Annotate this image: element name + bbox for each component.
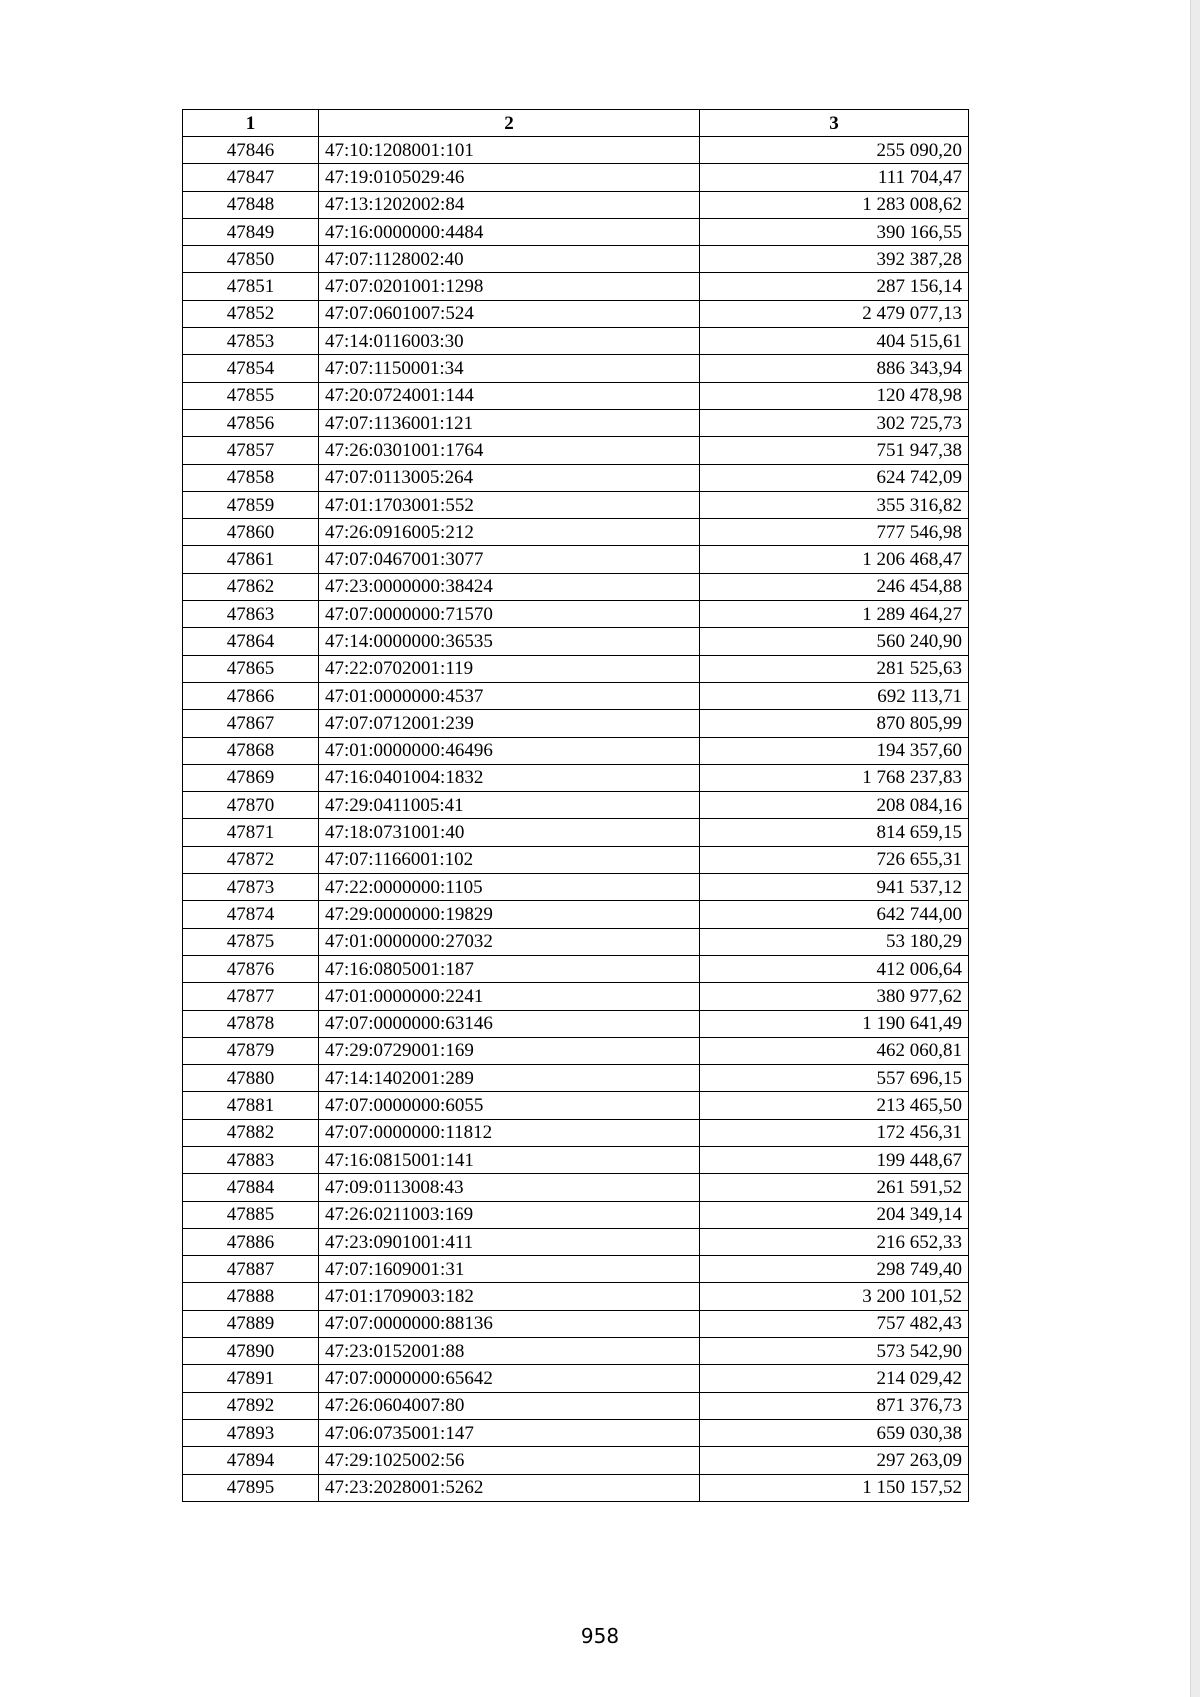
table-row bbox=[183, 1474, 969, 1501]
value-cell: 814 659,15 bbox=[700, 819, 969, 846]
column-header-3: 3 bbox=[700, 110, 969, 137]
cadastral-number-cell: 47:29:1025002:56 bbox=[319, 1447, 700, 1474]
cadastral-number-cell: 47:07:0601007:524 bbox=[319, 300, 700, 327]
cadastral-number-cell: 47:19:0105029:46 bbox=[319, 164, 700, 191]
value-cell: 557 696,15 bbox=[700, 1065, 969, 1092]
value-cell: 297 263,09 bbox=[700, 1447, 969, 1474]
table-row bbox=[183, 137, 969, 164]
cadastral-number-cell: 47:16:0000000:4484 bbox=[319, 218, 700, 245]
table-row bbox=[183, 1065, 969, 1092]
row-number-cell: 47852 bbox=[183, 300, 319, 327]
row-number-cell: 47875 bbox=[183, 928, 319, 955]
row-number-cell: 47861 bbox=[183, 546, 319, 573]
data-table bbox=[182, 109, 969, 1502]
value-cell: 1 206 468,47 bbox=[700, 546, 969, 573]
cadastral-number-cell: 47:29:0411005:41 bbox=[319, 792, 700, 819]
value-cell: 751 947,38 bbox=[700, 437, 969, 464]
value-cell: 390 166,55 bbox=[700, 218, 969, 245]
cadastral-number-cell: 47:22:0000000:1105 bbox=[319, 874, 700, 901]
row-number-cell: 47854 bbox=[183, 355, 319, 382]
table-body bbox=[183, 137, 969, 1502]
cadastral-number-cell: 47:23:2028001:5262 bbox=[319, 1474, 700, 1501]
cadastral-number-cell: 47:07:1166001:102 bbox=[319, 846, 700, 873]
table-row bbox=[183, 437, 969, 464]
row-number-cell: 47886 bbox=[183, 1228, 319, 1255]
table-row bbox=[183, 218, 969, 245]
column-header-1: 1 bbox=[183, 110, 319, 137]
cadastral-number-cell: 47:01:0000000:4537 bbox=[319, 682, 700, 709]
cadastral-number-cell: 47:13:1202002:84 bbox=[319, 191, 700, 218]
value-cell: 560 240,90 bbox=[700, 628, 969, 655]
row-number-cell: 47853 bbox=[183, 328, 319, 355]
table-row bbox=[183, 246, 969, 273]
table-row bbox=[183, 1092, 969, 1119]
value-cell: 380 977,62 bbox=[700, 983, 969, 1010]
value-cell: 216 652,33 bbox=[700, 1228, 969, 1255]
row-number-cell: 47885 bbox=[183, 1201, 319, 1228]
value-cell: 111 704,47 bbox=[700, 164, 969, 191]
value-cell: 255 090,20 bbox=[700, 137, 969, 164]
row-number-cell: 47889 bbox=[183, 1310, 319, 1337]
row-number-cell: 47877 bbox=[183, 983, 319, 1010]
row-number-cell: 47859 bbox=[183, 491, 319, 518]
table-row bbox=[183, 464, 969, 491]
row-number-cell: 47848 bbox=[183, 191, 319, 218]
table-row bbox=[183, 1392, 969, 1419]
table-row bbox=[183, 1283, 969, 1310]
row-number-cell: 47869 bbox=[183, 764, 319, 791]
table-row bbox=[183, 1338, 969, 1365]
row-number-cell: 47892 bbox=[183, 1392, 319, 1419]
row-number-cell: 47895 bbox=[183, 1474, 319, 1501]
table-row bbox=[183, 519, 969, 546]
row-number-cell: 47873 bbox=[183, 874, 319, 901]
cadastral-number-cell: 47:06:0735001:147 bbox=[319, 1419, 700, 1446]
row-number-cell: 47862 bbox=[183, 573, 319, 600]
value-cell: 659 030,38 bbox=[700, 1419, 969, 1446]
cadastral-number-cell: 47:23:0000000:38424 bbox=[319, 573, 700, 600]
page-edge-shadow bbox=[1190, 0, 1200, 1697]
table-row bbox=[183, 846, 969, 873]
table-row bbox=[183, 409, 969, 436]
row-number-cell: 47879 bbox=[183, 1037, 319, 1064]
value-cell: 1 150 157,52 bbox=[700, 1474, 969, 1501]
cadastral-number-cell: 47:14:0000000:36535 bbox=[319, 628, 700, 655]
value-cell: 886 343,94 bbox=[700, 355, 969, 382]
value-cell: 213 465,50 bbox=[700, 1092, 969, 1119]
cadastral-number-cell: 47:07:0000000:88136 bbox=[319, 1310, 700, 1337]
row-number-cell: 47857 bbox=[183, 437, 319, 464]
cadastral-number-cell: 47:07:0113005:264 bbox=[319, 464, 700, 491]
cadastral-number-cell: 47:01:0000000:2241 bbox=[319, 983, 700, 1010]
table-row bbox=[183, 955, 969, 982]
value-cell: 281 525,63 bbox=[700, 655, 969, 682]
value-cell: 355 316,82 bbox=[700, 491, 969, 518]
row-number-cell: 47871 bbox=[183, 819, 319, 846]
table-row bbox=[183, 737, 969, 764]
row-number-cell: 47847 bbox=[183, 164, 319, 191]
table-row bbox=[183, 1447, 969, 1474]
cadastral-number-cell: 47:20:0724001:144 bbox=[319, 382, 700, 409]
cadastral-number-cell: 47:01:1703001:552 bbox=[319, 491, 700, 518]
table-row bbox=[183, 1146, 969, 1173]
value-cell: 573 542,90 bbox=[700, 1338, 969, 1365]
table-row bbox=[183, 1256, 969, 1283]
value-cell: 1 190 641,49 bbox=[700, 1010, 969, 1037]
table-row bbox=[183, 1174, 969, 1201]
row-number-cell: 47887 bbox=[183, 1256, 319, 1283]
value-cell: 624 742,09 bbox=[700, 464, 969, 491]
value-cell: 208 084,16 bbox=[700, 792, 969, 819]
value-cell: 302 725,73 bbox=[700, 409, 969, 436]
cadastral-number-cell: 47:07:0000000:65642 bbox=[319, 1365, 700, 1392]
value-cell: 298 749,40 bbox=[700, 1256, 969, 1283]
row-number-cell: 47846 bbox=[183, 137, 319, 164]
row-number-cell: 47856 bbox=[183, 409, 319, 436]
row-number-cell: 47851 bbox=[183, 273, 319, 300]
table-row bbox=[183, 901, 969, 928]
table-row bbox=[183, 682, 969, 709]
row-number-cell: 47894 bbox=[183, 1447, 319, 1474]
column-header-2: 2 bbox=[319, 110, 700, 137]
value-cell: 214 029,42 bbox=[700, 1365, 969, 1392]
table-row bbox=[183, 928, 969, 955]
value-cell: 1 289 464,27 bbox=[700, 601, 969, 628]
row-number-cell: 47890 bbox=[183, 1338, 319, 1365]
cadastral-number-cell: 47:16:0401004:1832 bbox=[319, 764, 700, 791]
value-cell: 246 454,88 bbox=[700, 573, 969, 600]
cadastral-number-cell: 47:07:0000000:6055 bbox=[319, 1092, 700, 1119]
table-row bbox=[183, 983, 969, 1010]
row-number-cell: 47888 bbox=[183, 1283, 319, 1310]
row-number-cell: 47872 bbox=[183, 846, 319, 873]
value-cell: 871 376,73 bbox=[700, 1392, 969, 1419]
cadastral-number-cell: 47:07:0201001:1298 bbox=[319, 273, 700, 300]
row-number-cell: 47878 bbox=[183, 1010, 319, 1037]
cadastral-number-cell: 47:01:1709003:182 bbox=[319, 1283, 700, 1310]
table-row bbox=[183, 764, 969, 791]
value-cell: 941 537,12 bbox=[700, 874, 969, 901]
table-row bbox=[183, 1419, 969, 1446]
cadastral-number-cell: 47:01:0000000:27032 bbox=[319, 928, 700, 955]
table-row bbox=[183, 328, 969, 355]
table-row bbox=[183, 601, 969, 628]
row-number-cell: 47868 bbox=[183, 737, 319, 764]
row-number-cell: 47864 bbox=[183, 628, 319, 655]
table-header-row bbox=[183, 110, 969, 137]
cadastral-number-cell: 47:09:0113008:43 bbox=[319, 1174, 700, 1201]
row-number-cell: 47855 bbox=[183, 382, 319, 409]
value-cell: 53 180,29 bbox=[700, 928, 969, 955]
value-cell: 204 349,14 bbox=[700, 1201, 969, 1228]
row-number-cell: 47858 bbox=[183, 464, 319, 491]
table-row bbox=[183, 1010, 969, 1037]
table-row bbox=[183, 710, 969, 737]
value-cell: 392 387,28 bbox=[700, 246, 969, 273]
table-row bbox=[183, 382, 969, 409]
cadastral-number-cell: 47:07:0000000:63146 bbox=[319, 1010, 700, 1037]
cadastral-number-cell: 47:07:0000000:71570 bbox=[319, 601, 700, 628]
row-number-cell: 47880 bbox=[183, 1065, 319, 1092]
row-number-cell: 47867 bbox=[183, 710, 319, 737]
row-number-cell: 47876 bbox=[183, 955, 319, 982]
value-cell: 642 744,00 bbox=[700, 901, 969, 928]
cadastral-number-cell: 47:22:0702001:119 bbox=[319, 655, 700, 682]
value-cell: 287 156,14 bbox=[700, 273, 969, 300]
value-cell: 120 478,98 bbox=[700, 382, 969, 409]
cadastral-number-cell: 47:26:0916005:212 bbox=[319, 519, 700, 546]
row-number-cell: 47865 bbox=[183, 655, 319, 682]
cadastral-number-cell: 47:23:0152001:88 bbox=[319, 1338, 700, 1365]
value-cell: 726 655,31 bbox=[700, 846, 969, 873]
table-row bbox=[183, 874, 969, 901]
value-cell: 412 006,64 bbox=[700, 955, 969, 982]
row-number-cell: 47849 bbox=[183, 218, 319, 245]
table-row bbox=[183, 655, 969, 682]
table-row bbox=[183, 792, 969, 819]
cadastral-number-cell: 47:29:0729001:169 bbox=[319, 1037, 700, 1064]
cadastral-number-cell: 47:14:0116003:30 bbox=[319, 328, 700, 355]
value-cell: 870 805,99 bbox=[700, 710, 969, 737]
row-number-cell: 47870 bbox=[183, 792, 319, 819]
row-number-cell: 47863 bbox=[183, 601, 319, 628]
cadastral-number-cell: 47:26:0211003:169 bbox=[319, 1201, 700, 1228]
cadastral-number-cell: 47:07:1609001:31 bbox=[319, 1256, 700, 1283]
row-number-cell: 47883 bbox=[183, 1146, 319, 1173]
cadastral-number-cell: 47:10:1208001:101 bbox=[319, 137, 700, 164]
cadastral-number-cell: 47:07:1136001:121 bbox=[319, 409, 700, 436]
value-cell: 2 479 077,13 bbox=[700, 300, 969, 327]
value-cell: 3 200 101,52 bbox=[700, 1283, 969, 1310]
table-row bbox=[183, 191, 969, 218]
cadastral-number-cell: 47:07:1150001:34 bbox=[319, 355, 700, 382]
table-row bbox=[183, 546, 969, 573]
cadastral-number-cell: 47:07:0712001:239 bbox=[319, 710, 700, 737]
value-cell: 172 456,31 bbox=[700, 1119, 969, 1146]
value-cell: 692 113,71 bbox=[700, 682, 969, 709]
value-cell: 777 546,98 bbox=[700, 519, 969, 546]
row-number-cell: 47850 bbox=[183, 246, 319, 273]
table-row bbox=[183, 1228, 969, 1255]
cadastral-number-cell: 47:16:0815001:141 bbox=[319, 1146, 700, 1173]
cadastral-number-cell: 47:14:1402001:289 bbox=[319, 1065, 700, 1092]
cadastral-number-cell: 47:07:0467001:3077 bbox=[319, 546, 700, 573]
table-row bbox=[183, 1365, 969, 1392]
cadastral-number-cell: 47:18:0731001:40 bbox=[319, 819, 700, 846]
table-row bbox=[183, 355, 969, 382]
row-number-cell: 47882 bbox=[183, 1119, 319, 1146]
value-cell: 194 357,60 bbox=[700, 737, 969, 764]
table-row bbox=[183, 1310, 969, 1337]
cadastral-number-cell: 47:07:1128002:40 bbox=[319, 246, 700, 273]
row-number-cell: 47866 bbox=[183, 682, 319, 709]
value-cell: 404 515,61 bbox=[700, 328, 969, 355]
table-row bbox=[183, 819, 969, 846]
value-cell: 1 768 237,83 bbox=[700, 764, 969, 791]
row-number-cell: 47860 bbox=[183, 519, 319, 546]
cadastral-number-cell: 47:23:0901001:411 bbox=[319, 1228, 700, 1255]
table-row bbox=[183, 573, 969, 600]
row-number-cell: 47884 bbox=[183, 1174, 319, 1201]
table-row bbox=[183, 1119, 969, 1146]
table-row bbox=[183, 628, 969, 655]
table-row bbox=[183, 1201, 969, 1228]
row-number-cell: 47874 bbox=[183, 901, 319, 928]
cadastral-number-cell: 47:26:0301001:1764 bbox=[319, 437, 700, 464]
table-row bbox=[183, 1037, 969, 1064]
row-number-cell: 47893 bbox=[183, 1419, 319, 1446]
row-number-cell: 47891 bbox=[183, 1365, 319, 1392]
page-number: 958 bbox=[580, 1624, 620, 1648]
cadastral-number-cell: 47:26:0604007:80 bbox=[319, 1392, 700, 1419]
cadastral-number-cell: 47:16:0805001:187 bbox=[319, 955, 700, 982]
value-cell: 462 060,81 bbox=[700, 1037, 969, 1064]
cadastral-number-cell: 47:29:0000000:19829 bbox=[319, 901, 700, 928]
row-number-cell: 47881 bbox=[183, 1092, 319, 1119]
table-row bbox=[183, 300, 969, 327]
value-cell: 1 283 008,62 bbox=[700, 191, 969, 218]
value-cell: 261 591,52 bbox=[700, 1174, 969, 1201]
table-row bbox=[183, 164, 969, 191]
value-cell: 199 448,67 bbox=[700, 1146, 969, 1173]
table-row bbox=[183, 491, 969, 518]
value-cell: 757 482,43 bbox=[700, 1310, 969, 1337]
cadastral-number-cell: 47:01:0000000:46496 bbox=[319, 737, 700, 764]
cadastral-number-cell: 47:07:0000000:11812 bbox=[319, 1119, 700, 1146]
table-row bbox=[183, 273, 969, 300]
